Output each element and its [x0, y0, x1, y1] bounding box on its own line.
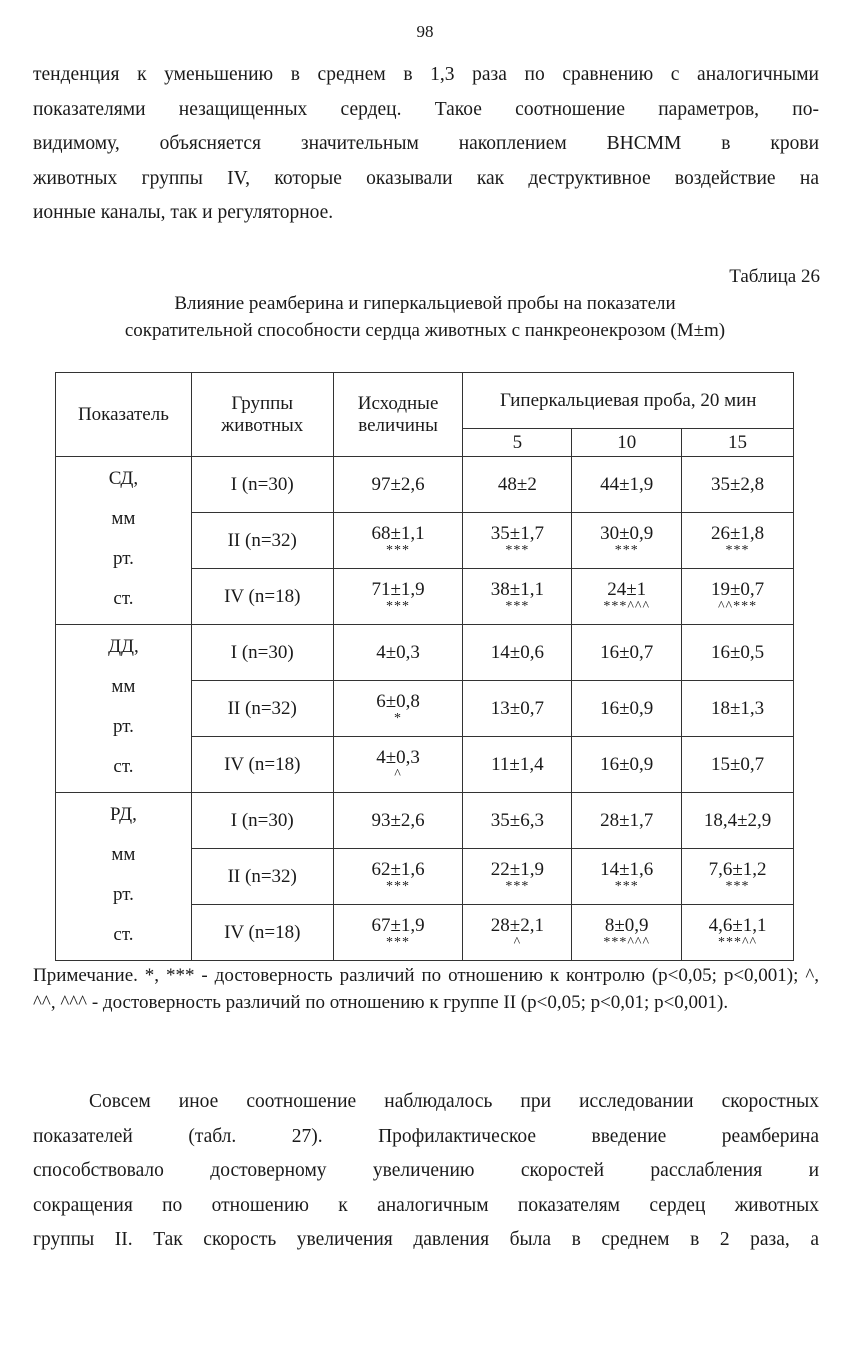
text-line: тенденция к уменьшению в среднем в 1,3 раза по сравнению с аналогичными — [33, 64, 819, 85]
cell-value: 16±0,9 — [600, 754, 654, 775]
text-line: животных группы IV, которые оказывали как деструктивное воздействие на — [33, 167, 819, 189]
cell-value: 35±6,3 — [490, 810, 544, 831]
value-cell — [572, 905, 682, 961]
value-cell — [333, 793, 463, 849]
significance-mark: ***^^ — [717, 935, 758, 950]
value-cell — [682, 625, 794, 681]
cell-value: 35±2,8 — [710, 474, 765, 495]
text-line: показателями незащищенных сердец. Такое соотношение параметров, по- — [33, 98, 819, 120]
value-cell — [463, 681, 572, 737]
significance-mark: *** — [386, 599, 411, 614]
cell-value: 30±0,9 — [600, 523, 654, 544]
cell-value: 6±0,8 — [376, 691, 420, 712]
cell-value: 35±1,7 — [490, 523, 544, 544]
group-cell: I (n=30) — [191, 457, 333, 513]
value-cell — [463, 457, 572, 513]
text-line: сокращения по отношению к аналогичным показателям сердец животных — [33, 1194, 819, 1216]
value-cell — [682, 681, 794, 737]
header-groups: Группы животных — [191, 373, 333, 457]
cell-value: 13±0,7 — [490, 698, 544, 719]
cell-value: 7,6±1,2 — [708, 859, 767, 880]
value-cell — [333, 905, 463, 961]
significance-mark: ^^*** — [717, 599, 758, 614]
indicator-label-line: мм — [111, 676, 136, 697]
significance-mark: * — [394, 711, 403, 726]
indicator-label-line: ст. — [113, 924, 134, 945]
value-cell — [463, 793, 572, 849]
indicator-cell — [56, 457, 192, 625]
value-cell — [333, 681, 463, 737]
value-cell — [463, 625, 572, 681]
significance-mark: ***^^^ — [603, 935, 651, 950]
cell-value: 15±0,7 — [710, 754, 765, 775]
cell-value: 16±0,5 — [710, 642, 765, 663]
text-line: группы II. Так скорость увеличения давления была в среднем в 2 раза, а — [33, 1229, 819, 1250]
value-cell — [682, 569, 794, 625]
indicator-label-line: рт. — [112, 548, 134, 569]
value-cell — [333, 513, 463, 569]
cell-value: 16±0,7 — [600, 642, 654, 663]
indicator-label-line: ст. — [113, 756, 134, 777]
indicator-label-line: рт. — [112, 884, 134, 905]
table-label: Таблица 26 — [729, 266, 820, 287]
significance-mark: *** — [614, 543, 639, 558]
indicator-label-line: мм — [111, 844, 136, 865]
value-cell — [572, 457, 682, 513]
group-cell: IV (n=18) — [191, 737, 333, 793]
indicator-label-line: РД, — [109, 804, 137, 825]
indicator-label-line: ст. — [113, 588, 134, 609]
cell-value: 14±1,6 — [600, 859, 654, 880]
cell-value: 18,4±2,9 — [703, 810, 772, 831]
significance-mark: *** — [386, 879, 411, 894]
value-cell — [333, 737, 463, 793]
value-cell — [572, 513, 682, 569]
value-cell — [682, 513, 794, 569]
cell-value: 93±2,6 — [371, 810, 425, 831]
cell-value: 44±1,9 — [600, 474, 654, 495]
cell-value: 62±1,6 — [371, 859, 425, 880]
cell-value: 18±1,3 — [710, 698, 765, 719]
text-line: ионные каналы, так и регуляторное. — [33, 202, 334, 223]
header-initial: Исходные величины — [333, 373, 463, 457]
significance-mark: *** — [505, 543, 530, 558]
cell-value: 67±1,9 — [371, 915, 425, 936]
table-note: Примечание. *, *** - достоверность различий по отношению к контролю (p<0,05; p<0,001); ^, ^^, ^^^ - достоверность различий по отношению к группе II (p<0,05; p<0,01; p<0,001). — [33, 965, 819, 1013]
group-cell: I (n=30) — [191, 625, 333, 681]
header-time-15: 15 — [682, 429, 794, 457]
value-cell — [333, 569, 463, 625]
cell-value: 8±0,9 — [604, 915, 649, 936]
significance-mark: *** — [505, 879, 530, 894]
value-cell — [463, 569, 572, 625]
value-cell — [333, 849, 463, 905]
table-caption-line: Влияние реамберина и гиперкальциевой пробы на показатели — [174, 293, 676, 314]
header-test: Гиперкальциевая проба, 20 мин — [463, 373, 794, 429]
page-number: 98 — [416, 22, 434, 41]
significance-mark: ^ — [513, 935, 522, 950]
cell-value: 19±0,7 — [710, 579, 765, 600]
header-time-10: 10 — [572, 429, 682, 457]
table-row — [56, 457, 794, 513]
indicator-label-line: ДД, — [108, 636, 139, 657]
text-line: способствовало достоверному увеличению скоростей расслабления и — [33, 1160, 819, 1181]
text-line: показателей (табл. 27). Профилактическое введение реамберина — [33, 1125, 819, 1147]
cell-value: 97±2,6 — [371, 474, 425, 495]
header-time-5: 5 — [463, 429, 572, 457]
value-cell — [463, 849, 572, 905]
header-indicator: Показатель — [56, 373, 192, 457]
paragraph-next — [33, 1085, 819, 1258]
indicator-cell — [56, 625, 192, 793]
value-cell — [572, 849, 682, 905]
value-cell — [682, 737, 794, 793]
group-cell: I (n=30) — [191, 793, 333, 849]
value-cell — [572, 681, 682, 737]
cell-value: 11±1,4 — [491, 754, 544, 775]
significance-mark: *** — [725, 543, 750, 558]
significance-mark: *** — [386, 935, 411, 950]
indicator-label-line: рт. — [112, 716, 134, 737]
cell-value: 22±1,9 — [490, 859, 544, 880]
cell-value: 38±1,1 — [490, 579, 544, 600]
group-cell: II (n=32) — [191, 849, 333, 905]
cell-value: 48±2 — [497, 474, 537, 495]
data-table — [55, 372, 794, 961]
indicator-label-line: мм — [111, 508, 136, 529]
value-cell — [463, 513, 572, 569]
cell-value: 28±2,1 — [490, 915, 544, 936]
text-line: Совсем иное соотношение наблюдалось при исследовании скоростных — [89, 1091, 819, 1112]
value-cell — [333, 457, 463, 513]
indicator-cell — [56, 793, 192, 961]
text-line: видимому, объясняется значительным накоплением ВНСММ в крови — [33, 133, 819, 154]
significance-mark: *** — [386, 543, 411, 558]
group-cell: IV (n=18) — [191, 905, 333, 961]
cell-value: 4±0,3 — [376, 747, 420, 768]
value-cell — [682, 457, 794, 513]
cell-value: 16±0,9 — [600, 698, 654, 719]
value-cell — [333, 625, 463, 681]
value-cell — [682, 793, 794, 849]
cell-value: 26±1,8 — [710, 523, 765, 544]
significance-mark: *** — [725, 879, 750, 894]
significance-mark: ^ — [394, 767, 402, 782]
group-cell: II (n=32) — [191, 513, 333, 569]
value-cell — [572, 569, 682, 625]
cell-value: 24±1 — [607, 579, 647, 600]
value-cell — [463, 737, 572, 793]
significance-mark: ***^^^ — [603, 599, 651, 614]
table-row — [56, 625, 794, 681]
cell-value: 4,6±1,1 — [708, 915, 767, 936]
value-cell — [572, 625, 682, 681]
paragraph-intro — [33, 58, 819, 231]
value-cell — [682, 849, 794, 905]
cell-value: 68±1,1 — [371, 523, 425, 544]
value-cell — [463, 905, 572, 961]
cell-value: 14±0,6 — [490, 642, 544, 663]
value-cell — [682, 905, 794, 961]
significance-mark: *** — [614, 879, 639, 894]
table-row — [56, 793, 794, 849]
group-cell: IV (n=18) — [191, 569, 333, 625]
value-cell — [572, 737, 682, 793]
significance-mark: *** — [505, 599, 530, 614]
cell-value: 71±1,9 — [371, 579, 425, 600]
indicator-label-line: СД, — [108, 468, 139, 489]
table-caption-line: сократительной способности сердца животных с панкреонекрозом (M±m) — [124, 320, 726, 341]
table-body — [56, 457, 794, 961]
cell-value: 28±1,7 — [600, 810, 654, 831]
value-cell — [572, 793, 682, 849]
cell-value: 4±0,3 — [376, 642, 420, 663]
group-cell: II (n=32) — [191, 681, 333, 737]
